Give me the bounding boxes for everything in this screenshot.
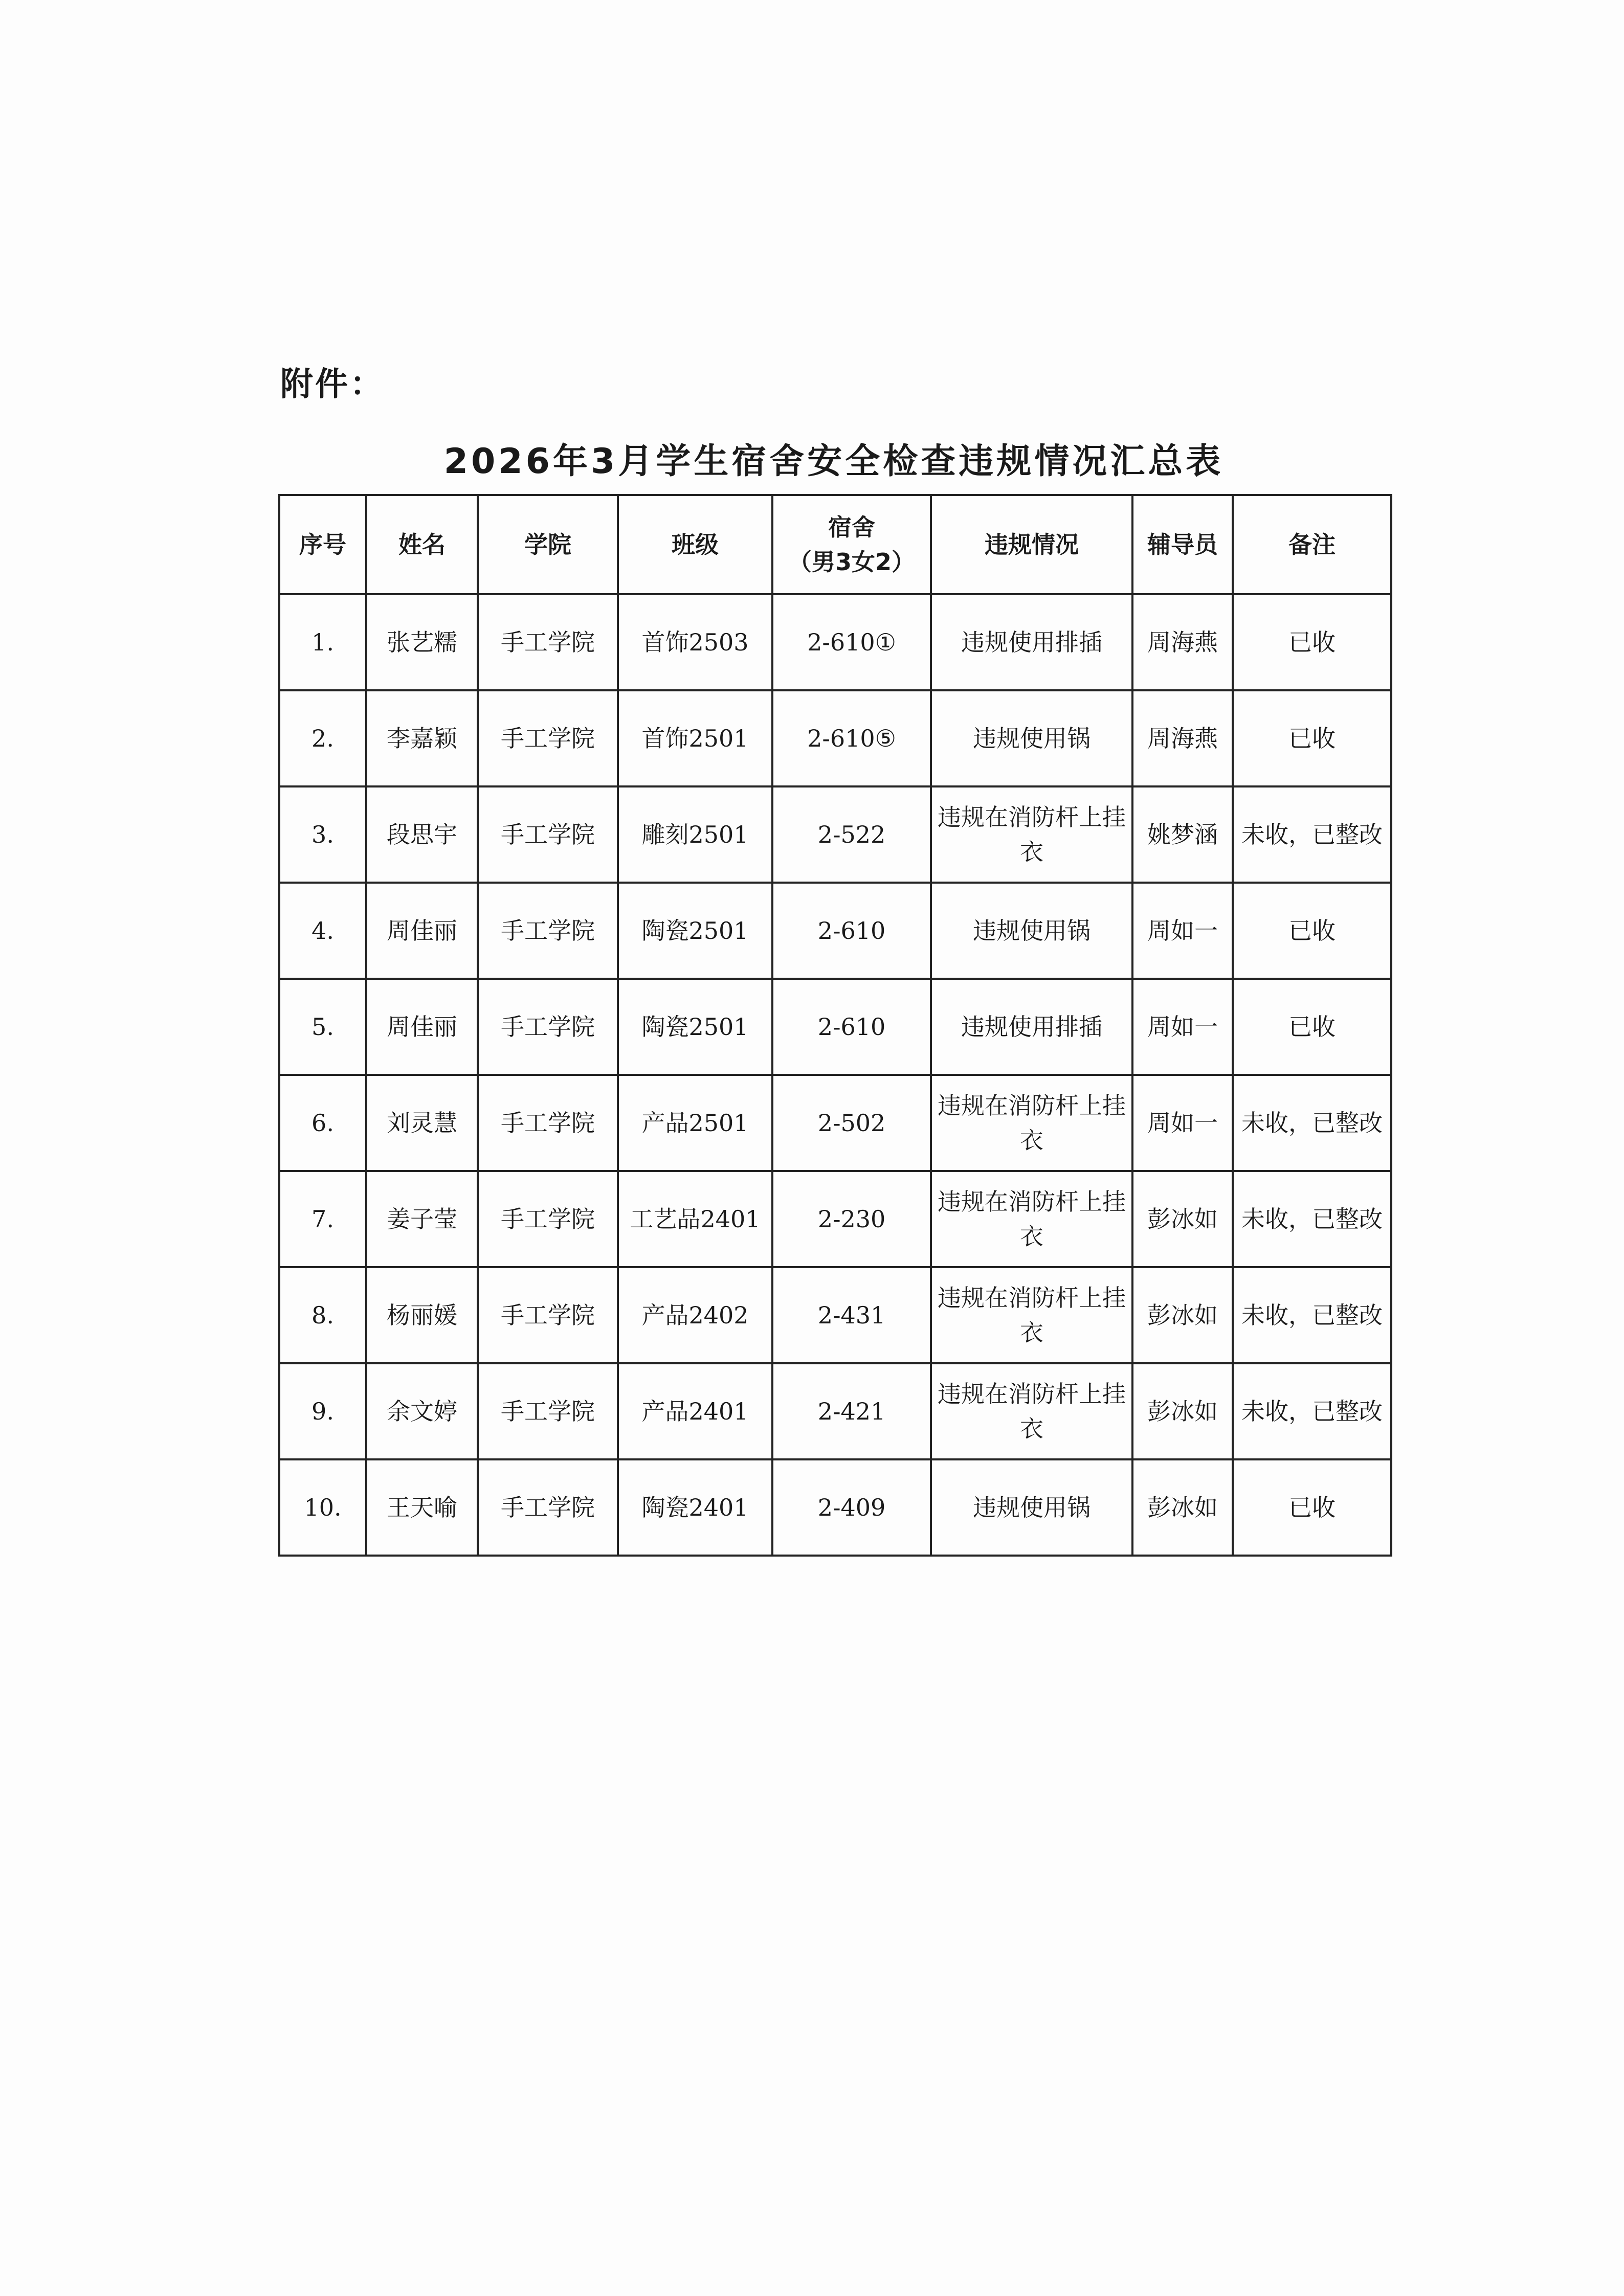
header-name: 姓名 <box>366 495 478 594</box>
cell-college: 手工学院 <box>478 1459 618 1556</box>
cell-no: 5. <box>279 979 366 1075</box>
table-row <box>279 1459 1391 1556</box>
cell-name: 周佳丽 <box>366 883 478 979</box>
cell-class: 首饰2503 <box>618 594 772 690</box>
header-no: 序号 <box>279 495 366 594</box>
cell-violation: 违规使用锅 <box>931 690 1132 786</box>
cell-remark: 未收，已整改 <box>1233 1171 1391 1267</box>
cell-remark: 已收 <box>1233 979 1391 1075</box>
cell-dorm: 2-610⑤ <box>772 690 931 786</box>
cell-violation: 违规在消防杆上挂衣 <box>931 1363 1132 1459</box>
cell-name: 杨丽媛 <box>366 1267 478 1363</box>
table-row <box>279 690 1391 786</box>
cell-college: 手工学院 <box>478 690 618 786</box>
cell-no: 9. <box>279 1363 366 1459</box>
cell-counselor: 彭冰如 <box>1132 1363 1233 1459</box>
cell-counselor: 周如一 <box>1132 883 1233 979</box>
cell-college: 手工学院 <box>478 786 618 883</box>
cell-dorm: 2-610① <box>772 594 931 690</box>
header-dorm-line1: 宿舍 <box>828 513 875 541</box>
header-dorm-line2: （男3女2） <box>788 548 915 576</box>
cell-dorm: 2-502 <box>772 1075 931 1171</box>
cell-dorm: 2-431 <box>772 1267 931 1363</box>
attachment-label: 附件： <box>280 366 385 403</box>
cell-violation: 违规在消防杆上挂衣 <box>931 786 1132 883</box>
cell-counselor: 彭冰如 <box>1132 1459 1233 1556</box>
cell-class: 雕刻2501 <box>618 786 772 883</box>
cell-dorm: 2-421 <box>772 1363 931 1459</box>
cell-class: 首饰2501 <box>618 690 772 786</box>
cell-counselor: 周如一 <box>1132 979 1233 1075</box>
cell-remark: 已收 <box>1233 1459 1391 1556</box>
cell-name: 张艺糯 <box>366 594 478 690</box>
cell-remark: 未收，已整改 <box>1233 1075 1391 1171</box>
cell-name: 王天喻 <box>366 1459 478 1556</box>
cell-violation: 违规在消防杆上挂衣 <box>931 1267 1132 1363</box>
cell-no: 1. <box>279 594 366 690</box>
cell-name: 周佳丽 <box>366 979 478 1075</box>
header-college: 学院 <box>478 495 618 594</box>
table-header-row <box>279 495 1391 594</box>
cell-dorm: 2-409 <box>772 1459 931 1556</box>
cell-counselor: 周海燕 <box>1132 594 1233 690</box>
cell-no: 6. <box>279 1075 366 1171</box>
cell-class: 陶瓷2401 <box>618 1459 772 1556</box>
cell-college: 手工学院 <box>478 1267 618 1363</box>
header-violation: 违规情况 <box>931 495 1132 594</box>
cell-college: 手工学院 <box>478 1171 618 1267</box>
cell-violation: 违规使用锅 <box>931 883 1132 979</box>
cell-class: 产品2501 <box>618 1075 772 1171</box>
table-row <box>279 1363 1391 1459</box>
cell-dorm: 2-610 <box>772 883 931 979</box>
cell-class: 工艺品2401 <box>618 1171 772 1267</box>
table-row <box>279 1267 1391 1363</box>
cell-class: 产品2401 <box>618 1363 772 1459</box>
cell-violation: 违规使用排插 <box>931 979 1132 1075</box>
cell-dorm: 2-610 <box>772 979 931 1075</box>
cell-counselor: 姚梦涵 <box>1132 786 1233 883</box>
cell-no: 4. <box>279 883 366 979</box>
header-dorm <box>772 495 931 594</box>
cell-class: 陶瓷2501 <box>618 883 772 979</box>
table-row <box>279 979 1391 1075</box>
cell-dorm: 2-522 <box>772 786 931 883</box>
cell-name: 余文婷 <box>366 1363 478 1459</box>
header-remark: 备注 <box>1233 495 1391 594</box>
cell-college: 手工学院 <box>478 883 618 979</box>
cell-name: 段思宇 <box>366 786 478 883</box>
table-row <box>279 786 1391 883</box>
cell-name: 姜子莹 <box>366 1171 478 1267</box>
cell-counselor: 彭冰如 <box>1132 1171 1233 1267</box>
table-row <box>279 1075 1391 1171</box>
cell-name: 李嘉颖 <box>366 690 478 786</box>
cell-counselor: 彭冰如 <box>1132 1267 1233 1363</box>
cell-violation: 违规使用排插 <box>931 594 1132 690</box>
cell-no: 7. <box>279 1171 366 1267</box>
cell-remark: 已收 <box>1233 690 1391 786</box>
cell-college: 手工学院 <box>478 979 618 1075</box>
cell-violation: 违规使用锅 <box>931 1459 1132 1556</box>
table-row <box>279 883 1391 979</box>
violation-summary-table <box>278 494 1392 1557</box>
cell-remark: 已收 <box>1233 883 1391 979</box>
cell-violation: 违规在消防杆上挂衣 <box>931 1171 1132 1267</box>
cell-dorm: 2-230 <box>772 1171 931 1267</box>
cell-remark: 未收，已整改 <box>1233 1363 1391 1459</box>
table-row <box>279 1171 1391 1267</box>
header-class: 班级 <box>618 495 772 594</box>
cell-remark: 未收，已整改 <box>1233 1267 1391 1363</box>
cell-counselor: 周如一 <box>1132 1075 1233 1171</box>
cell-college: 手工学院 <box>478 1075 618 1171</box>
cell-class: 陶瓷2501 <box>618 979 772 1075</box>
cell-remark: 未收，已整改 <box>1233 786 1391 883</box>
cell-college: 手工学院 <box>478 594 618 690</box>
cell-class: 产品2402 <box>618 1267 772 1363</box>
cell-violation: 违规在消防杆上挂衣 <box>931 1075 1132 1171</box>
cell-counselor: 周海燕 <box>1132 690 1233 786</box>
cell-no: 3. <box>279 786 366 883</box>
cell-name: 刘灵慧 <box>366 1075 478 1171</box>
cell-remark: 已收 <box>1233 594 1391 690</box>
cell-no: 10. <box>279 1459 366 1556</box>
document-title: 2026年3月学生宿舍安全检查违规情况汇总表 <box>443 441 1224 482</box>
table-row <box>279 594 1391 690</box>
header-counselor: 辅导员 <box>1132 495 1233 594</box>
cell-college: 手工学院 <box>478 1363 618 1459</box>
cell-no: 8. <box>279 1267 366 1363</box>
cell-no: 2. <box>279 690 366 786</box>
